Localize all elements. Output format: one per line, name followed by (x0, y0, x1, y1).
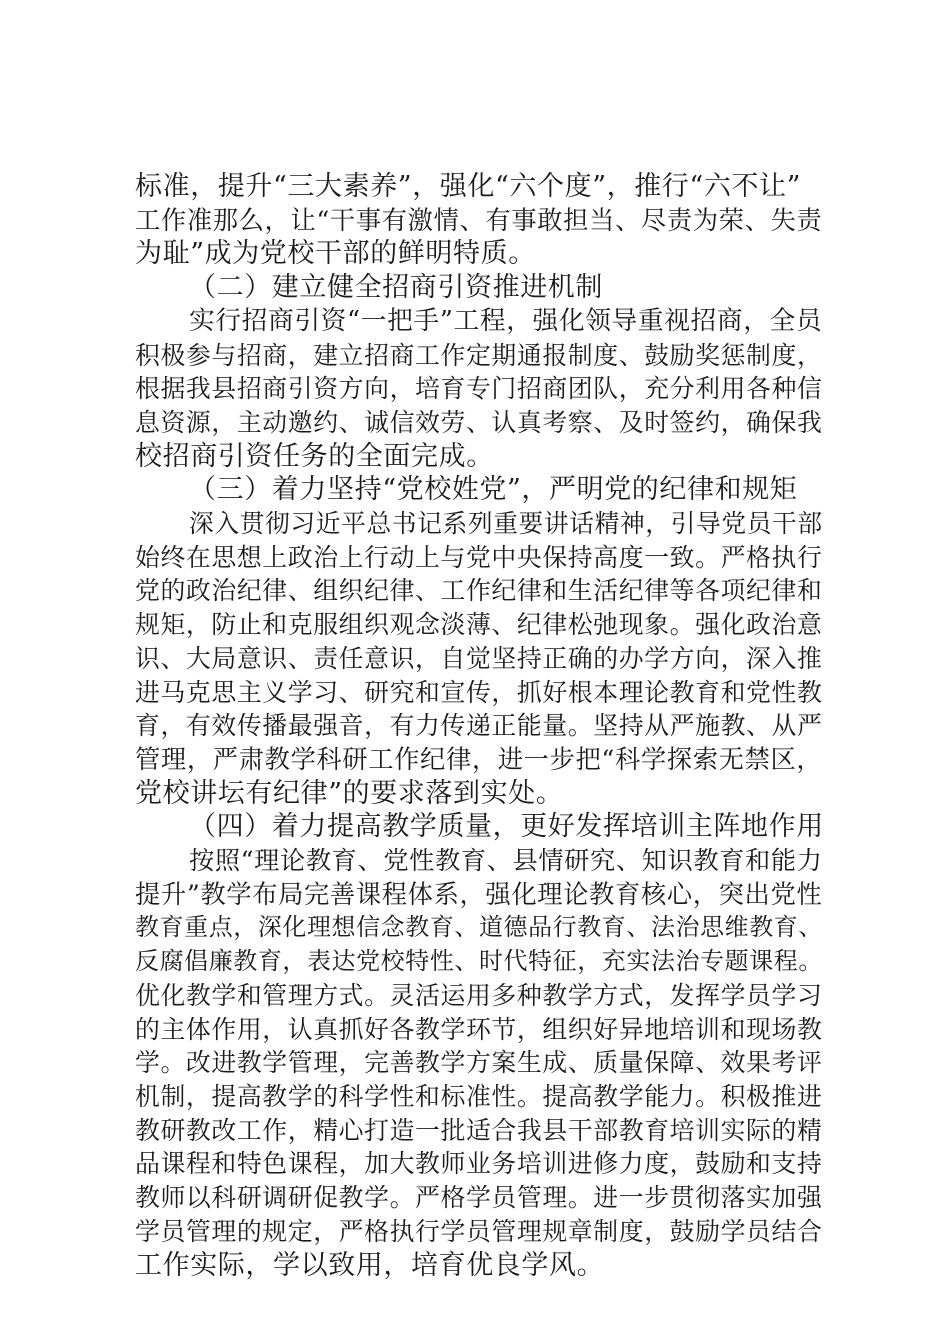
paragraph-line: 进马克思主义学习、研究和宣传，抓好根本理论教育和党性教 (135, 677, 823, 707)
paragraph-line: 为耻”成为党校干部的鲜明特质。 (135, 238, 536, 270)
paragraph-line: 校招商引资任务的全面完成。 (135, 440, 494, 472)
paragraph-line: 优化教学和管理方式。灵活运用多种教学方式，发挥学员学习 (135, 980, 823, 1010)
section-heading: （三）着力坚持“党校姓党”，严明党的纪律和规矩 (189, 474, 798, 506)
paragraph-line: 党的政治纪律、组织纪律、工作纪律和生活纪律等各项纪律和 (135, 576, 823, 606)
paragraph-line: 深入贯彻习近平总书记系列重要讲话精神，引导党员干部 (189, 509, 823, 539)
paragraph-line: 标准，提升“三大素养”，强化“六个度”，推行“六不让” (135, 171, 802, 202)
paragraph-line: 实行招商引资“一把手”工程，强化领导重视招商，全员 (189, 305, 823, 336)
paragraph-line: 息资源，主动邀约、诚信效劳、认真考察、及时签约，确保我 (135, 407, 823, 437)
paragraph-line: 根据我县招商引资方向，培育专门招商团队，充分利用各种信 (135, 374, 823, 404)
paragraph-line: 品课程和特色课程，加大教师业务培训进修力度，鼓励和支持 (135, 1149, 823, 1179)
paragraph-line: 规矩，防止和克服组织观念淡薄、纪律松弛现象。强化政治意 (135, 610, 823, 640)
paragraph-line: 学。改进教学管理，完善教学方案生成、质量保障、效果考评 (135, 1048, 823, 1078)
document-body (135, 170, 825, 1282)
paragraph-line: 教育重点，深化理想信念教育、道德品行教育、法治思维教育、 (135, 913, 823, 942)
paragraph-line: 识、大局意识、责任意识，自觉坚持正确的办学方向，深入推 (135, 643, 823, 673)
paragraph-line: 育，有效传播最强音，有力传递正能量。坚持从严施教、从严 (135, 711, 823, 741)
section-heading: （四）着力提高教学质量，更好发挥培训主阵地作用 (189, 811, 824, 843)
paragraph-line: 积极参与招商，建立招商工作定期通报制度、鼓励奖惩制度， (135, 340, 823, 370)
paragraph-line: 的主体作用，认真抓好各教学环节，组织好异地培训和现场教 (135, 1014, 823, 1044)
paragraph-line: 按照“理论教育、党性教育、县情研究、知识教育和能力 (189, 846, 823, 876)
paragraph-line: 提升”教学布局完善课程体系，强化理论教育核心，突出党性 (135, 878, 823, 909)
paragraph-line: 学员管理的规定，严格执行学员管理规章制度，鼓励学员结合 (135, 1216, 823, 1246)
paragraph-line: 教研教改工作，精心打造一批适合我县干部教育培训实际的精 (135, 1115, 823, 1145)
paragraph-line: 管理，严肃教学科研工作纪律，进一步把“科学探索无禁区， (135, 743, 823, 774)
paragraph-line: 教师以科研调研促教学。严格学员管理。进一步贯彻落实加强 (135, 1183, 823, 1213)
paragraph-line: 反腐倡廉教育，表达党校特性、时代特征，充实法治专题课程。 (135, 947, 823, 976)
paragraph-line: 工作实际，学以致用，培育优良学风。 (135, 1249, 605, 1281)
section-heading: （二）建立健全招商引资推进机制 (189, 272, 603, 304)
paragraph-line: 机制，提高教学的科学性和标准性。提高教学能力。积极推进 (135, 1081, 823, 1111)
paragraph-line: 始终在思想上政治上行动上与党中央保持高度一致。严格执行 (135, 542, 823, 572)
paragraph-line: 工作准那么，让“干事有激情、有事敢担当、尽责为荣、失责 (135, 204, 823, 235)
paragraph-line: 党校讲坛有纪律”的要求落到实处。 (135, 777, 564, 809)
